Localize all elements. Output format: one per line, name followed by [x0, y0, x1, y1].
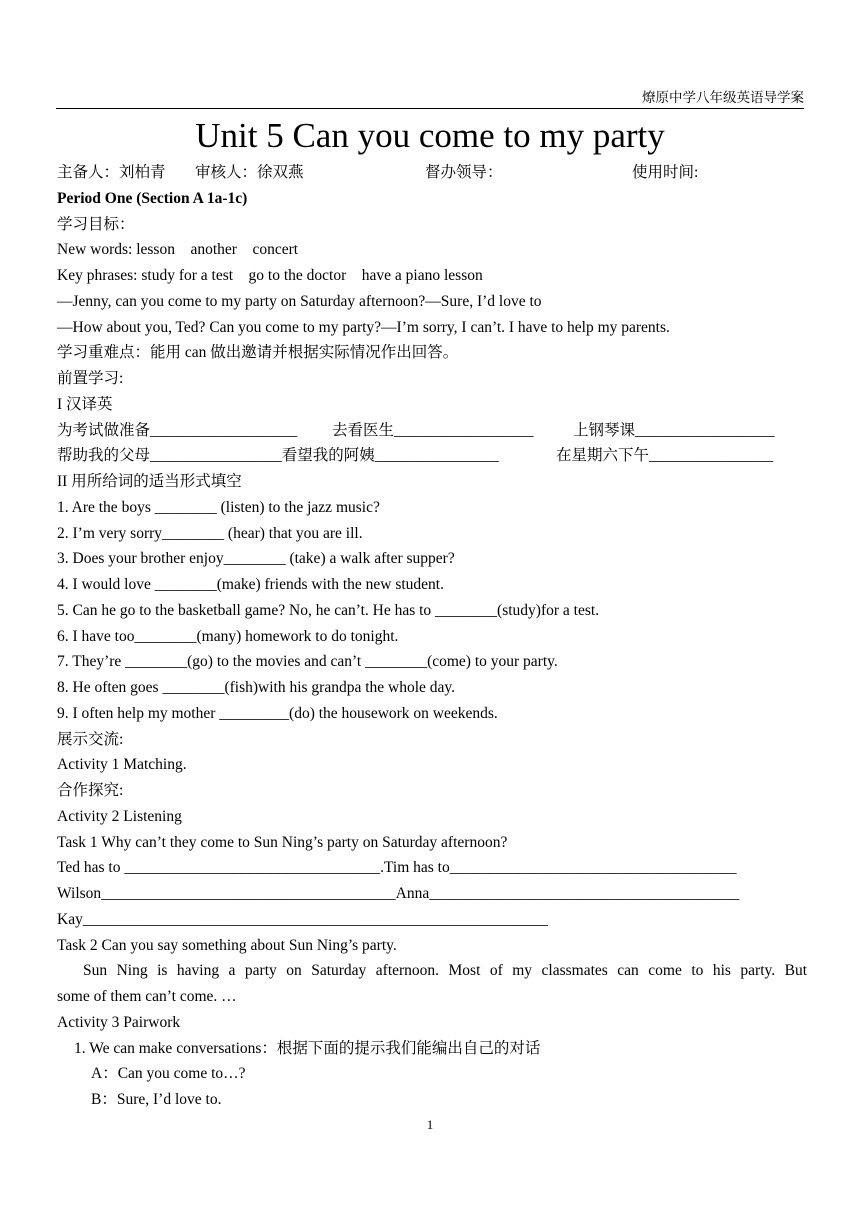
key-phrases: Key phrases: study for a test go to the doctor have a piano lesson — [57, 267, 483, 284]
translation-item: 在星期六下午________________ — [556, 447, 774, 465]
explore-heading: 合作探究: — [57, 782, 124, 799]
answer-row-wilson-anna: Wilson______________________________________Anna________________________________________ — [57, 885, 740, 902]
translation-item: 去看医生__________________ — [332, 421, 534, 439]
fill-in-item: 5. Can he go to the basketball game? No, he can’t. He has to ________(study)for a test. — [57, 601, 600, 619]
pairwork-item-1: 1. We can make conversations：根据下面的提示我们能编出自己的对话 — [74, 1039, 541, 1057]
key-points: 学习重难点：能用 can 做出邀请并根据实际情况作出回答。 — [57, 344, 459, 362]
page-number: 1 — [426, 1117, 434, 1132]
header-divider — [56, 108, 804, 109]
fill-in-title: II 用所给词的适当形式填空 — [57, 473, 242, 490]
meta-time: 使用时间: — [632, 164, 699, 181]
objectives-heading: 学习目标： — [57, 215, 135, 233]
paragraph-line-2: some of them can’t come. … — [57, 988, 237, 1005]
preview-heading: 前置学习: — [57, 370, 124, 387]
paragraph-line-1: Sun Ning is having a party on Saturday afternoon. Most of my classmates can come to his party. But — [83, 962, 807, 980]
fill-in-item: 9. I often help my mother _________(do) the housework on weekends. — [57, 704, 498, 722]
translation-row-2 — [57, 443, 807, 469]
document-body — [57, 160, 807, 1113]
translation-item: 上钢琴课__________________ — [573, 421, 775, 439]
fill-in-item: 8. He often goes ________(fish)with his grandpa the whole day. — [57, 679, 456, 696]
page-title: Unit 5 Can you come to my party — [195, 116, 665, 155]
translation-title: I 汉译英 — [57, 395, 113, 413]
fill-in-item: 1. Are the boys ________ (listen) to the jazz music? — [57, 498, 380, 516]
showcase-heading: 展示交流: — [57, 730, 124, 748]
translation-row-1 — [57, 418, 807, 444]
period-heading: Period One (Section A 1a-1c) — [57, 189, 248, 207]
objective-sentence-1: —Jenny, can you come to my party on Saturday afternoon?—Sure, I’d love to — [57, 292, 542, 310]
meta-reviewer: 审核人：徐双燕 — [195, 164, 304, 181]
fill-in-item: 7. They’re ________(go) to the movies and can’t ________(come) to your party. — [57, 653, 558, 671]
task-2: Task 2 Can you say something about Sun Ning’s party. — [57, 936, 397, 954]
answer-row-ted-tim: Ted has to _________________________________.Tim has to_____________________________________ — [57, 859, 737, 877]
translation-item: 为考试做准备___________________ — [57, 421, 298, 439]
fill-in-item: 3. Does your brother enjoy________ (take) a walk after supper? — [57, 550, 455, 568]
dialog-b: B：Sure, I’d love to. — [91, 1091, 222, 1108]
new-words: New words: lesson another concert — [57, 241, 299, 259]
translation-item: 帮助我的父母_________________看望我的阿姨________________ — [57, 447, 499, 465]
dialog-a: A：Can you come to…? — [91, 1065, 246, 1083]
activity-1: Activity 1 Matching. — [57, 756, 187, 774]
answer-row-kay: Kay____________________________________________________________ — [57, 910, 548, 928]
activity-2: Activity 2 Listening — [57, 807, 182, 825]
task-1: Task 1 Why can’t they come to Sun Ning’s party on Saturday afternoon? — [57, 833, 508, 851]
fill-in-item: 2. I’m very sorry________ (hear) that you are ill. — [57, 524, 363, 542]
header-school: 燎原中学八年级英语导学案 — [642, 90, 804, 105]
meta-preparer: 主备人：刘柏青 — [57, 164, 166, 181]
fill-in-item: 6. I have too________(many) homework to do tonight. — [57, 627, 399, 645]
meta-row — [57, 160, 807, 186]
meta-supervisor: 督办领导： — [425, 164, 503, 181]
fill-in-item: 4. I would love ________(make) friends with the new student. — [57, 576, 444, 593]
objective-sentence-2: —How about you, Ted? Can you come to my party?—I’m sorry, I can’t. I have to help my parents. — [57, 318, 670, 336]
activity-3: Activity 3 Pairwork — [57, 1013, 181, 1031]
